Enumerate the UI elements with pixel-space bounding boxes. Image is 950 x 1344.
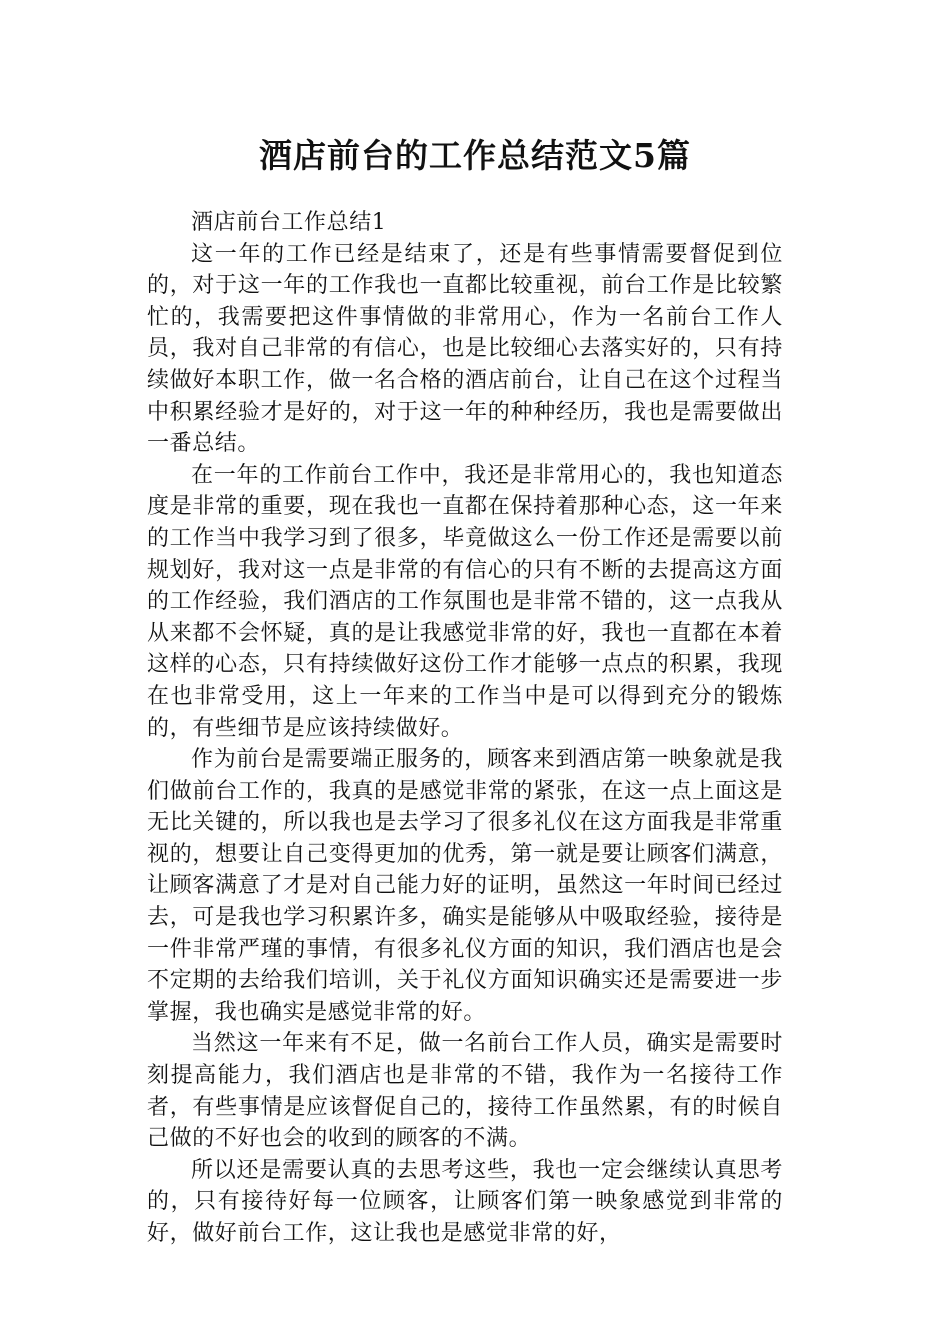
section-heading: 酒店前台工作总结1 — [191, 210, 387, 235]
document-body — [147, 207, 783, 1250]
paragraph-3: 作为前台是需要端正服务的，顾客来到酒店第一映象就是我们做前台工作的，我真的是感觉非常的紧张，在这一点上面这是无比关键的，所以我也是去学习了很多礼仪在这方面我是非常重视的，想要让自己变得更加的优秀，第一就是要让顾客们满意，让顾客满意了才是对自己能力好的证明，虽然这一年时间已经过去，可是我也学习积累许多，确实是能够从中吸取经验，接待是一件非常严瑾的事情，有很多礼仪方面的知识，我们酒店也是会不定期的去给我们培训，关于礼仪方面知识确实还是需要进一步掌握，我也确实是感觉非常的好。 — [147, 747, 783, 1025]
document-title: 酒店前台的工作总结范文5篇 — [259, 136, 691, 175]
paragraph-1: 这一年的工作已经是结束了，还是有些事情需要督促到位的，对于这一年的工作我也一直都比较重视，前台工作是比较繁忙的，我需要把这件事情做的非常用心，作为一名前台工作人员，我对自己非常的有信心，也是比较细心去落实好的，只有持续做好本职工作，做一名合格的酒店前台，让自己在这个过程当中积累经验才是好的，对于这一年的种种经历，我也是需要做出一番总结。 — [147, 241, 783, 457]
paragraph-5: 所以还是需要认真的去思考这些，我也一定会继续认真思考的，只有接待好每一位顾客，让顾客们第一映象感觉到非常的好，做好前台工作，这让我也是感觉非常的好， — [147, 1157, 783, 1246]
paragraph-2: 在一年的工作前台工作中，我还是非常用心的，我也知道态度是非常的重要，现在我也一直都在保持着那种心态，这一年来的工作当中我学习到了很多，毕竟做这么一份工作还是需要以前规划好，我对这一点是非常的有信心的只有不断的去提高这方面的工作经验，我们酒店的工作氛围也是非常不错的，这一点我从从来都不会怀疑，真的是让我感觉非常的好，我也一直都在本着这样的心态，只有持续做好这份工作才能够一点点的积累，我现在也非常受用，这上一年来的工作当中是可以得到充分的锻炼的，有些细节是应该持续做好。 — [147, 462, 783, 741]
paragraph-4: 当然这一年来有不足，做一名前台工作人员，确实是需要时刻提高能力，我们酒店也是非常的不错，我作为一名接待工作者，有些事情是应该督促自己的，接待工作虽然累，有的时候自己做的不好也会的收到的顾客的不满。 — [147, 1031, 783, 1152]
